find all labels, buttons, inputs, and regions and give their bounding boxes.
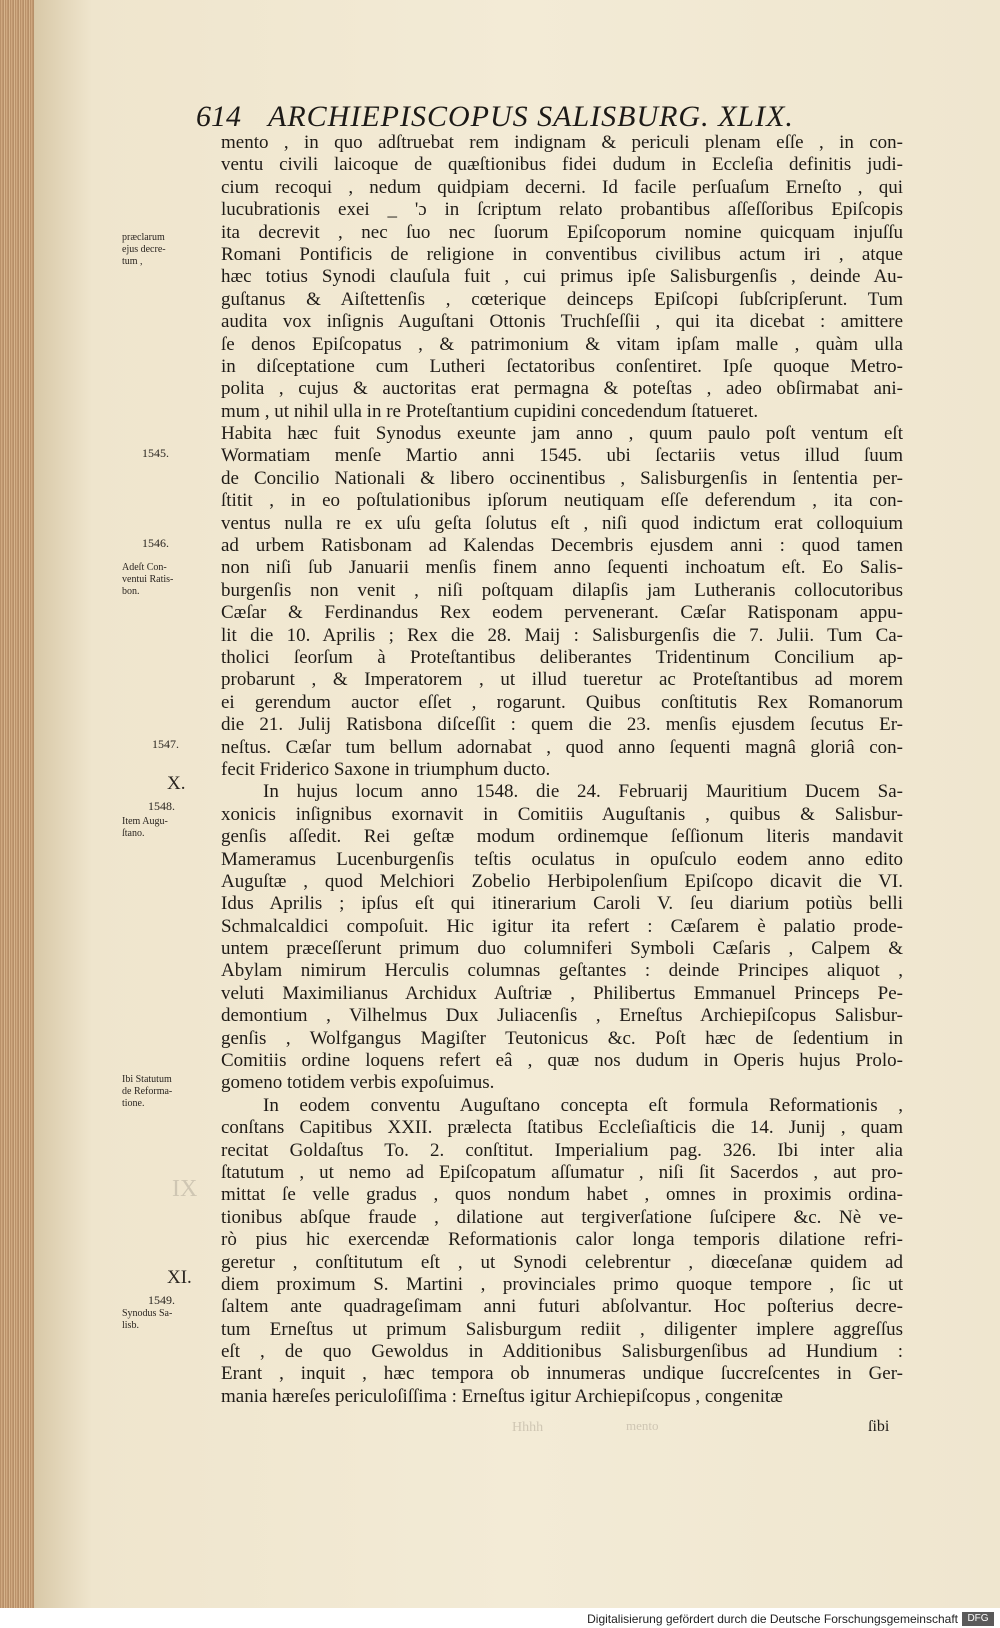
- margin-line: Ibi Statutum: [122, 1074, 172, 1085]
- text-line: demontium , Vilhelmus Dux Juliacenſis , Erneſtus Archiepiſcopus Salisbur-: [221, 1005, 903, 1027]
- text-line: genſis aſſedit. Rei geſtæ modum ordinemque ſeſſionum literis mandavit: [221, 826, 903, 848]
- text-line: tholici ſeorſum à Proteſtantibus deliberantes Tridentinum Concilium ap-: [221, 646, 903, 668]
- text-line: rò pius hic exercendæ Reformationis calor longa temporis dilatione refri-: [221, 1229, 903, 1251]
- margin-line: præclarum: [122, 232, 165, 243]
- text-line: mania hæreſes periculoſiſſima : Erneſtus igitur Archiepiſcopus , congenitæ: [221, 1385, 783, 1407]
- margin-line: tione.: [122, 1098, 145, 1109]
- section-number-x: X.: [167, 773, 186, 794]
- text-line: Comitiis ordine loquens refert eâ , quæ nos dudum in Operis hujus Prolo-: [221, 1050, 903, 1072]
- text-line: neſtus. Cæſar tum bellum adornabat , quod anno ſequenti magnâ gloriâ con-: [221, 736, 903, 758]
- text-line: mento , in quo adſtruebat rem indignam & periculi plenam eſſe , in con-: [221, 132, 903, 153]
- margin-line: Synodus Sa-: [122, 1308, 173, 1319]
- text-line: polita , cujus & auctoritas erat permagna & poteſtas , adeo obſirmabat ani-: [221, 378, 903, 400]
- text-line: Cæſar & Ferdinandus Rex eodem pervenerant. Cæſar Ratisponam appu-: [221, 602, 903, 624]
- text-line: Wormatiam menſe Martio anni 1545. ubi ſectariis vetus illud ſuum: [221, 445, 903, 467]
- text-line: tum Erneſtus ut primum Salisburgum rediit , diligenter implere aggreſſus: [221, 1318, 903, 1340]
- margin-note-item-augustano: [122, 816, 212, 840]
- dfg-logo: DFG: [962, 1612, 994, 1626]
- bleed-through-signature: Hhhh: [512, 1420, 544, 1435]
- text-line: veluti Maximilianus Archidux Auſtriæ , Philibertus Emmanuel Princeps Pe-: [221, 982, 903, 1004]
- text-line: diem proximum S. Martini , provinciales primo quoque tempore , ſic ut: [221, 1273, 903, 1295]
- funding-credit: Digitalisierung gefördert durch die Deutsche Forschungsgemeinschaft: [587, 1612, 958, 1626]
- margin-year-1548: 1548.: [148, 799, 175, 813]
- text-line: recitat Goldaſtus To. 2. conſtitut. Imperialium pag. 326. Ibi inter alia: [221, 1139, 903, 1161]
- margin-line: tum ,: [122, 256, 143, 267]
- text-line: non niſi ſub Januarii menſis finem anno ſequenti inchoatum eſt. Eo Salis-: [221, 557, 903, 579]
- footer-bar: [0, 1608, 1000, 1628]
- text-line: eſt , de quo Gewoldus in Additionibus Salisburgenſibus ad Hundium :: [221, 1341, 903, 1363]
- text-line: probarunt , & Imperatorem , ut illud tueretur ac Proteſtantibus ad morem: [221, 669, 903, 691]
- text-line: In eodem conventu Auguſtano concepta eſt formula Reformationis ,: [263, 1094, 903, 1116]
- text-line: audita vox inſignis Auguſtani Ottonis Truchſeſſii , qui ita dicebat : amittere: [221, 311, 903, 333]
- text-line: tionibus abſque fraude , dilatione aut tergiverſatione ſuſcipere &c. Nè ve-: [221, 1206, 903, 1228]
- margin-note-statutum: [122, 1074, 212, 1110]
- text-line: hæc totius Synodi clauſula fuit , cui primus ipſe Salisburgenſis , deinde Au-: [221, 266, 903, 288]
- text-line: ſaltem ante quadrageſimam anni futuri abſolvantur. Hoc poſterius decre-: [221, 1296, 903, 1318]
- margin-line: ventui Ratis-: [122, 574, 174, 585]
- text-line: ſtitit , in eo poſtulationibus ipſorum neutiquam eſſe deferendum , ita con-: [221, 490, 903, 512]
- margin-line: Item Augu-: [122, 816, 168, 827]
- text-line: ei gerendum auctor eſſet , rogarunt. Quibus conſtitutis Rex Romanorum: [221, 691, 903, 713]
- margin-year-1549: 1549.: [148, 1293, 175, 1307]
- text-line: Romani Pontificis de religione in conventibus civilibus actum iri , atque: [221, 243, 903, 265]
- margin-line: de Reforma-: [122, 1086, 173, 1097]
- text-line: In hujus locum anno 1548. die 24. Februarij Mauritium Ducem Sa-: [263, 781, 903, 803]
- margin-line: ſtano.: [122, 828, 145, 839]
- text-line: conſtans Capitibus XXII. prælecta ſtatibus Eccleſiaſticis die 14. Junij , quam: [221, 1117, 903, 1139]
- text-line: mittat ſe velle gradus , quos nondum habet , omnes in proximis ordina-: [221, 1184, 903, 1206]
- text-line: Mameramus Lucenburgenſis teſtis oculatus in opuſculo eodem anno edito: [221, 848, 903, 870]
- text-line: Abylam nimirum Herculis columnas geſtantes : deinde Principes aliquot ,: [221, 960, 903, 982]
- section-number-xi: XI.: [167, 1267, 192, 1288]
- body-text: [221, 132, 903, 1408]
- margin-note-adest: [122, 562, 212, 598]
- text-line: geretur , conſtitutum eſt , ut Synodi celebrentur , diœceſanæ quidem ad: [221, 1251, 903, 1273]
- text-line: Idus Aprilis ; ipſus eſt qui itinerarium Caroli V. ſeu diarium potiùs belli: [221, 893, 903, 915]
- text-line: Schmalcaldici compoſuit. Hic igitur ita refert : Cæſarem è palatio prode-: [221, 915, 903, 937]
- margin-year-1545: 1545.: [142, 446, 169, 460]
- catchword: ſibi: [868, 1418, 890, 1435]
- page-number: 614: [196, 100, 241, 133]
- margin-line: lisb.: [122, 1320, 139, 1331]
- margin-year-1547: 1547.: [152, 737, 179, 751]
- text-line: cium recoqui , nedum quidpiam decerni. Id facile perſuaſum Erneſto , qui: [221, 176, 903, 198]
- text-line: mum , ut nihil ulla in re Proteſtantium cupidini concedendum ſtatueret.: [221, 400, 759, 422]
- margin-line: ejus decre-: [122, 244, 166, 255]
- text-line: xonicis inſignibus exornavit in Comitiis Auguſtanis , quibus & Salisbur-: [221, 803, 903, 825]
- text-line: in diſceptatione cum Lutheri ſectatoribus conſentiret. Ipſe quoque Metro-: [221, 355, 903, 377]
- text-line: lucubrationis exei _ 'ɔ in ſcriptum relato probantibus aſſeſſoribus Epiſcopis: [221, 199, 903, 221]
- text-line: ventus nulla re ex uſu geſta ſolutus eſt , niſi quod indictum erat colloquium: [221, 512, 903, 534]
- text-line: guſtanus & Aiſtettenſis , cœterique deinceps Epiſcopi ſubſcripſerunt. Tum: [221, 288, 903, 310]
- text-line: lit die 10. Aprilis ; Rex die 28. Maij : Salisburgenſis die 7. Julii. Tum Ca-: [221, 624, 903, 646]
- text-line: ventu civili laicoque de quæſtionibus fidei dudum in Eccleſia definitis judi-: [221, 154, 903, 176]
- bleed-through-numeral: IX: [172, 1176, 198, 1202]
- text-line: ad urbem Ratisbonam ad Kalendas Decembris ejusdem anni : quod tamen: [221, 535, 903, 557]
- text-line: fecit Friderico Saxone in triumphum ducto.: [221, 758, 551, 780]
- text-line: de Concilio Nationali & libero occinentibus , Salisburgenſis in ſententia per-: [221, 467, 903, 489]
- text-line: untem præceſſerunt primum duo columniferi Symboli Cæſaris , Calpem &: [221, 938, 903, 960]
- margin-note-synodus: [122, 1308, 212, 1332]
- text-line: burgenſis non venit , niſi poſtquam dilapſis jam Lutheranis collocutoribus: [221, 579, 903, 601]
- text-line: ſtatutum , ut nemo ad Epiſcopatum aſſumatur , niſi ſit Sacerdos , aut pro-: [221, 1161, 903, 1183]
- text-line: Habita hæc fuit Synodus exeunte jam anno , quum paulo poſt ventum eſt: [221, 423, 903, 445]
- margin-line: bon.: [122, 586, 140, 597]
- margin-line: Adeſt Con-: [122, 562, 167, 573]
- margin-note-praeclarum: [122, 232, 212, 268]
- text-line: gomeno totidem verbis expoſuimus.: [221, 1072, 495, 1094]
- text-line: ita decrevit , nec ſuo nec ſuorum Epiſcoporum nomine quicquam injuſſu: [221, 221, 903, 243]
- text-line: ſe denos Epiſcopatus , & patrimonium & vitam ipſam malle , quàm ulla: [221, 333, 903, 355]
- bleed-through-catchword: mento: [626, 1418, 659, 1433]
- text-line: die 21. Julij Ratisbona diſceſſit : quem die 23. menſis ejusdem ſecutus Er-: [221, 714, 903, 736]
- page-header: [196, 100, 916, 136]
- text-line: Erant , inquit , hæc tempora ob innumeras undique ſuccreſcentes in Ger-: [221, 1363, 903, 1385]
- margin-year-1546: 1546.: [142, 536, 169, 550]
- text-line: genſis , Wolfgangus Magiſter Teutonicus &c. Poſt hæc de ſedentium in: [221, 1027, 903, 1049]
- text-line: Auguſtæ , quod Melchiori Zobelio Herbipolenſium Epiſcopo dicavit die VI.: [221, 870, 903, 892]
- running-title: ARCHIEPISCOPUS SALISBURG. XLIX.: [268, 100, 794, 133]
